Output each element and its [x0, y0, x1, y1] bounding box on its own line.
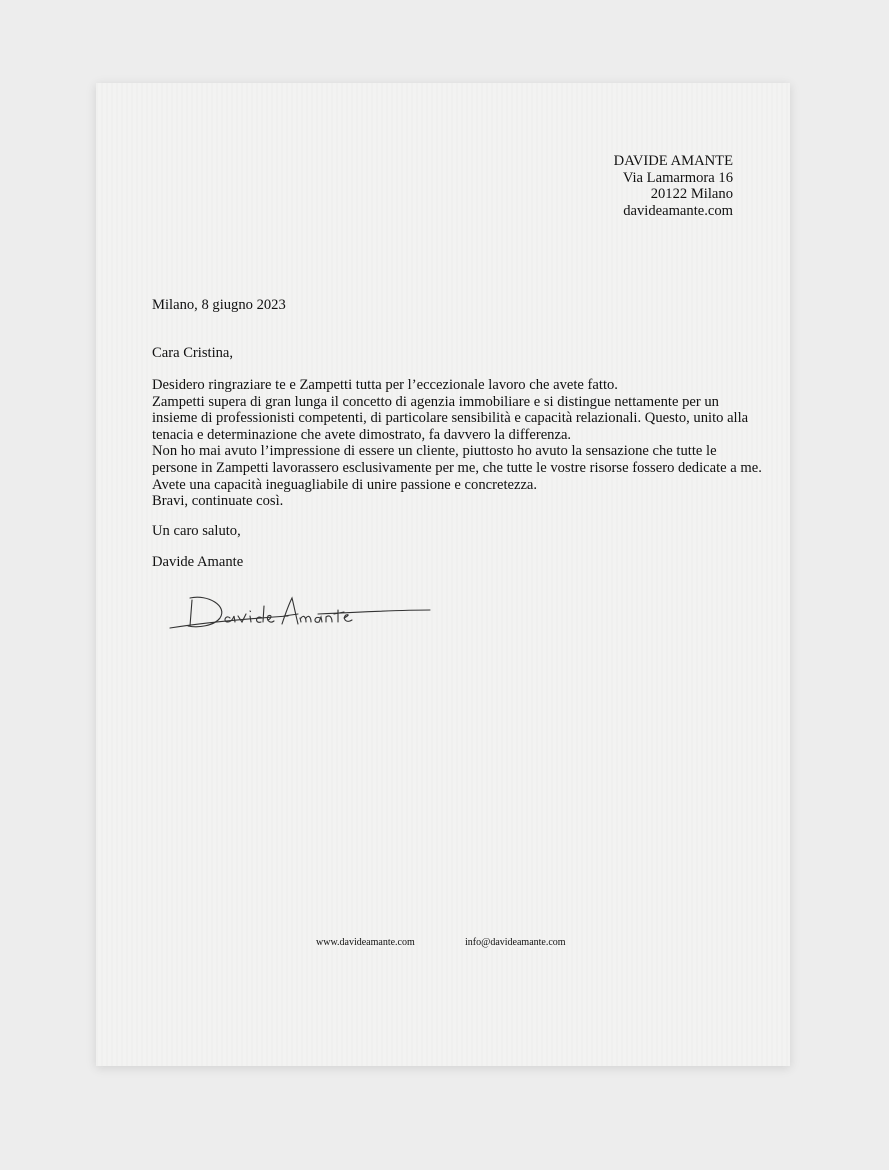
body-line: Zampetti supera di gran lunga il concetto di agenzia immobiliare e si distingue nettamente per un: [152, 393, 719, 410]
closing: Un caro saluto,: [152, 523, 241, 539]
sender-street: Via Lamarmora 16: [622, 169, 733, 186]
sender-website: davideamante.com: [623, 202, 733, 219]
body-line: persone in Zampetti lavorassero esclusivamente per me, che tutte le vostre risorse fossero dedicate a me.: [152, 459, 762, 476]
footer-website: www.davideamante.com: [316, 937, 415, 948]
body-line: Non ho mai avuto l’impressione di essere un cliente, piuttosto ho avuto la sensazione che tutte le: [152, 443, 717, 460]
body-line: Avete una capacità ineguagliabile di unire passione e concretezza.: [152, 476, 538, 493]
handwritten-signature: [168, 588, 438, 638]
sender-name: DAVIDE AMANTE: [613, 153, 733, 169]
sender-address: [614, 153, 733, 219]
letter-page: [96, 83, 790, 1066]
body-line: Desidero ringraziare te e Zampetti tutta per l’eccezionale lavoro che avete fatto.: [152, 377, 618, 393]
greeting: Cara Cristina,: [152, 345, 234, 361]
letter-body: [152, 377, 762, 510]
letter-date: Milano, 8 giugno 2023: [152, 297, 286, 313]
sender-city: 20122 Milano: [650, 186, 733, 203]
body-line: insieme di professionisti competenti, di particolare sensibilità e capacità relazionali. Questo, unito alla: [152, 410, 749, 427]
footer-email: info@davideamante.com: [465, 937, 566, 948]
body-line: tenacia e determinazione che avete dimostrato, fa davvero la differenza.: [152, 426, 572, 443]
signoff-name: Davide Amante: [152, 554, 244, 570]
body-line: Bravi, continuate così.: [152, 493, 284, 510]
